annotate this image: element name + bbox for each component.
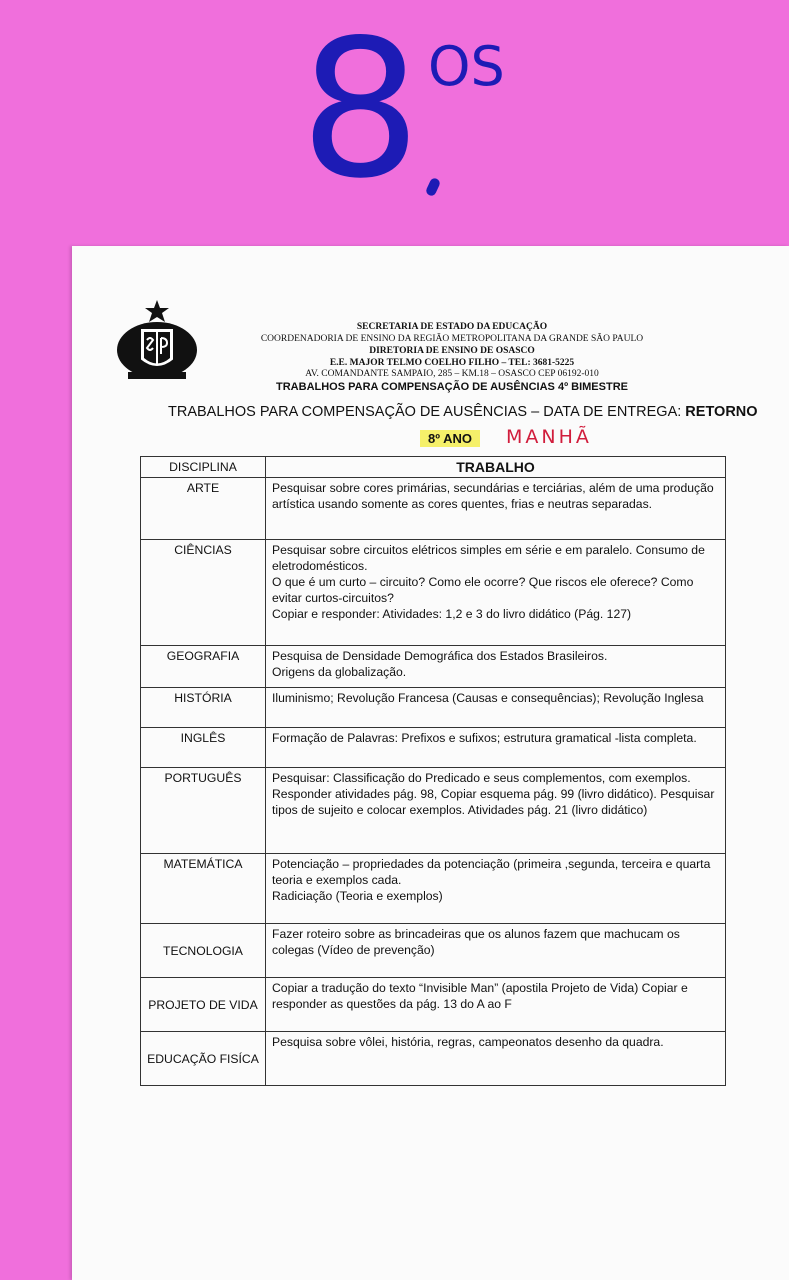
work-cell: Pesquisar sobre cores primárias, secundárias e terciárias, além de uma produção artística usando somente as cores quentes, frias e neutras separadas. xyxy=(266,478,726,540)
header-line6: TRABALHOS PARA COMPENSAÇÃO DE AUSÊNCIAS 4º BIMESTRE xyxy=(276,381,628,393)
document-title-text: TRABALHOS PARA COMPENSAÇÃO DE AUSÊNCIAS – DATA DE ENTREGA: xyxy=(168,404,686,420)
work-cell: Fazer roteiro sobre as brincadeiras que os alunos fazem que machucam os colegas (Vídeo de prevenção) xyxy=(266,924,726,978)
col-subject-header: DISCIPLINA xyxy=(141,457,266,478)
table-body xyxy=(141,478,726,1086)
subject-cell: CIÊNCIAS xyxy=(141,540,266,646)
shift-handwritten: MANHÃ xyxy=(506,426,592,448)
table-row xyxy=(141,854,726,924)
table-row xyxy=(141,646,726,688)
header-line4: E.E. MAJOR TELMO COELHO FILHO – TEL: 3681-5225 xyxy=(329,358,575,368)
subject-cell: INGLÊS xyxy=(141,728,266,768)
document-title xyxy=(168,404,758,420)
subject-cell: ARTE xyxy=(141,478,266,540)
subject-cell: EDUCAÇÃO FISÍCA xyxy=(141,1032,266,1086)
table-row xyxy=(141,768,726,854)
work-cell: Formação de Palavras: Prefixos e sufixos; estrutura gramatical -lista completa. xyxy=(266,728,726,768)
subject-cell: PROJETO DE VIDA xyxy=(141,978,266,1032)
handwritten-suffix: OS xyxy=(428,35,505,98)
subject-cell: TECNOLOGIA xyxy=(141,924,266,978)
subject-cell: HISTÓRIA xyxy=(141,688,266,728)
assignments-table xyxy=(140,456,726,1086)
work-cell: Pesquisar: Classificação do Predicado e seus complementos, com exemplos. Responder atividades pág. 98, Copiar esquema pág. 99 (livro didático). Pesquisar tipos de sujeito e colocar exemplos. Atividades pág. 21 (livro didático) xyxy=(266,768,726,854)
work-cell: Pesquisa de Densidade Demográfica dos Estados Brasileiros. Origens da globalização. xyxy=(266,646,726,688)
delivery-date: RETORNO xyxy=(685,404,758,420)
work-cell: Potenciação – propriedades da potenciação (primeira ,segunda, terceira e quarta teoria e exemplos cada. Radiciação (Teoria e exemplos) xyxy=(266,854,726,924)
subject-cell: GEOGRAFIA xyxy=(141,646,266,688)
handwritten-number: 8 xyxy=(300,0,417,220)
handwritten-dot xyxy=(425,177,442,198)
work-cell: Iluminismo; Revolução Francesa (Causas e consequências); Revolução Inglesa xyxy=(266,688,726,728)
header-line1: SECRETARIA DE ESTADO DA EDUCAÇÃO xyxy=(356,322,548,332)
header-line3: DIRETORIA DE ENSINO DE OSASCO xyxy=(369,346,535,356)
work-cell: Pesquisa sobre vôlei, história, regras, campeonatos desenho da quadra. xyxy=(266,1032,726,1086)
table-row xyxy=(141,1032,726,1086)
subject-cell: PORTUGUÊS xyxy=(141,768,266,854)
work-cell: Copiar a tradução do texto “Invisible Man” (apostila Projeto de Vida) Copiar e responder as questões da pág. 13 do A ao F xyxy=(266,978,726,1032)
col-work-header: TRABALHO xyxy=(266,457,726,478)
table-row xyxy=(141,924,726,978)
table-row xyxy=(141,478,726,540)
table-row xyxy=(141,688,726,728)
table-row xyxy=(141,728,726,768)
subject-cell: MATEMÁTICA xyxy=(141,854,266,924)
table-row xyxy=(141,978,726,1032)
state-seal-logo xyxy=(114,298,200,384)
header-line2: COORDENADORIA DE ENSINO DA REGIÃO METROPOLITANA DA GRANDE SÃO PAULO xyxy=(260,334,644,344)
header-line5: AV. COMANDANTE SAMPAIO, 285 – KM.18 – OSASCO CEP 06192-010 xyxy=(305,369,599,379)
work-cell: Pesquisar sobre circuitos elétricos simples em série e em paralelo. Consumo de eletrodomésticos. O que é um curto – circuito? Como ele ocorre? Que riscos ele oferece? Como evitar curtos-circuitos? Copiar e responder: Atividades: 1,2 e 3 do livro didático (Pág. 127) xyxy=(266,540,726,646)
document-sheet xyxy=(72,246,789,1280)
grade-label: 8º ANO xyxy=(420,430,480,447)
table-header-row xyxy=(141,457,726,478)
table-row xyxy=(141,540,726,646)
